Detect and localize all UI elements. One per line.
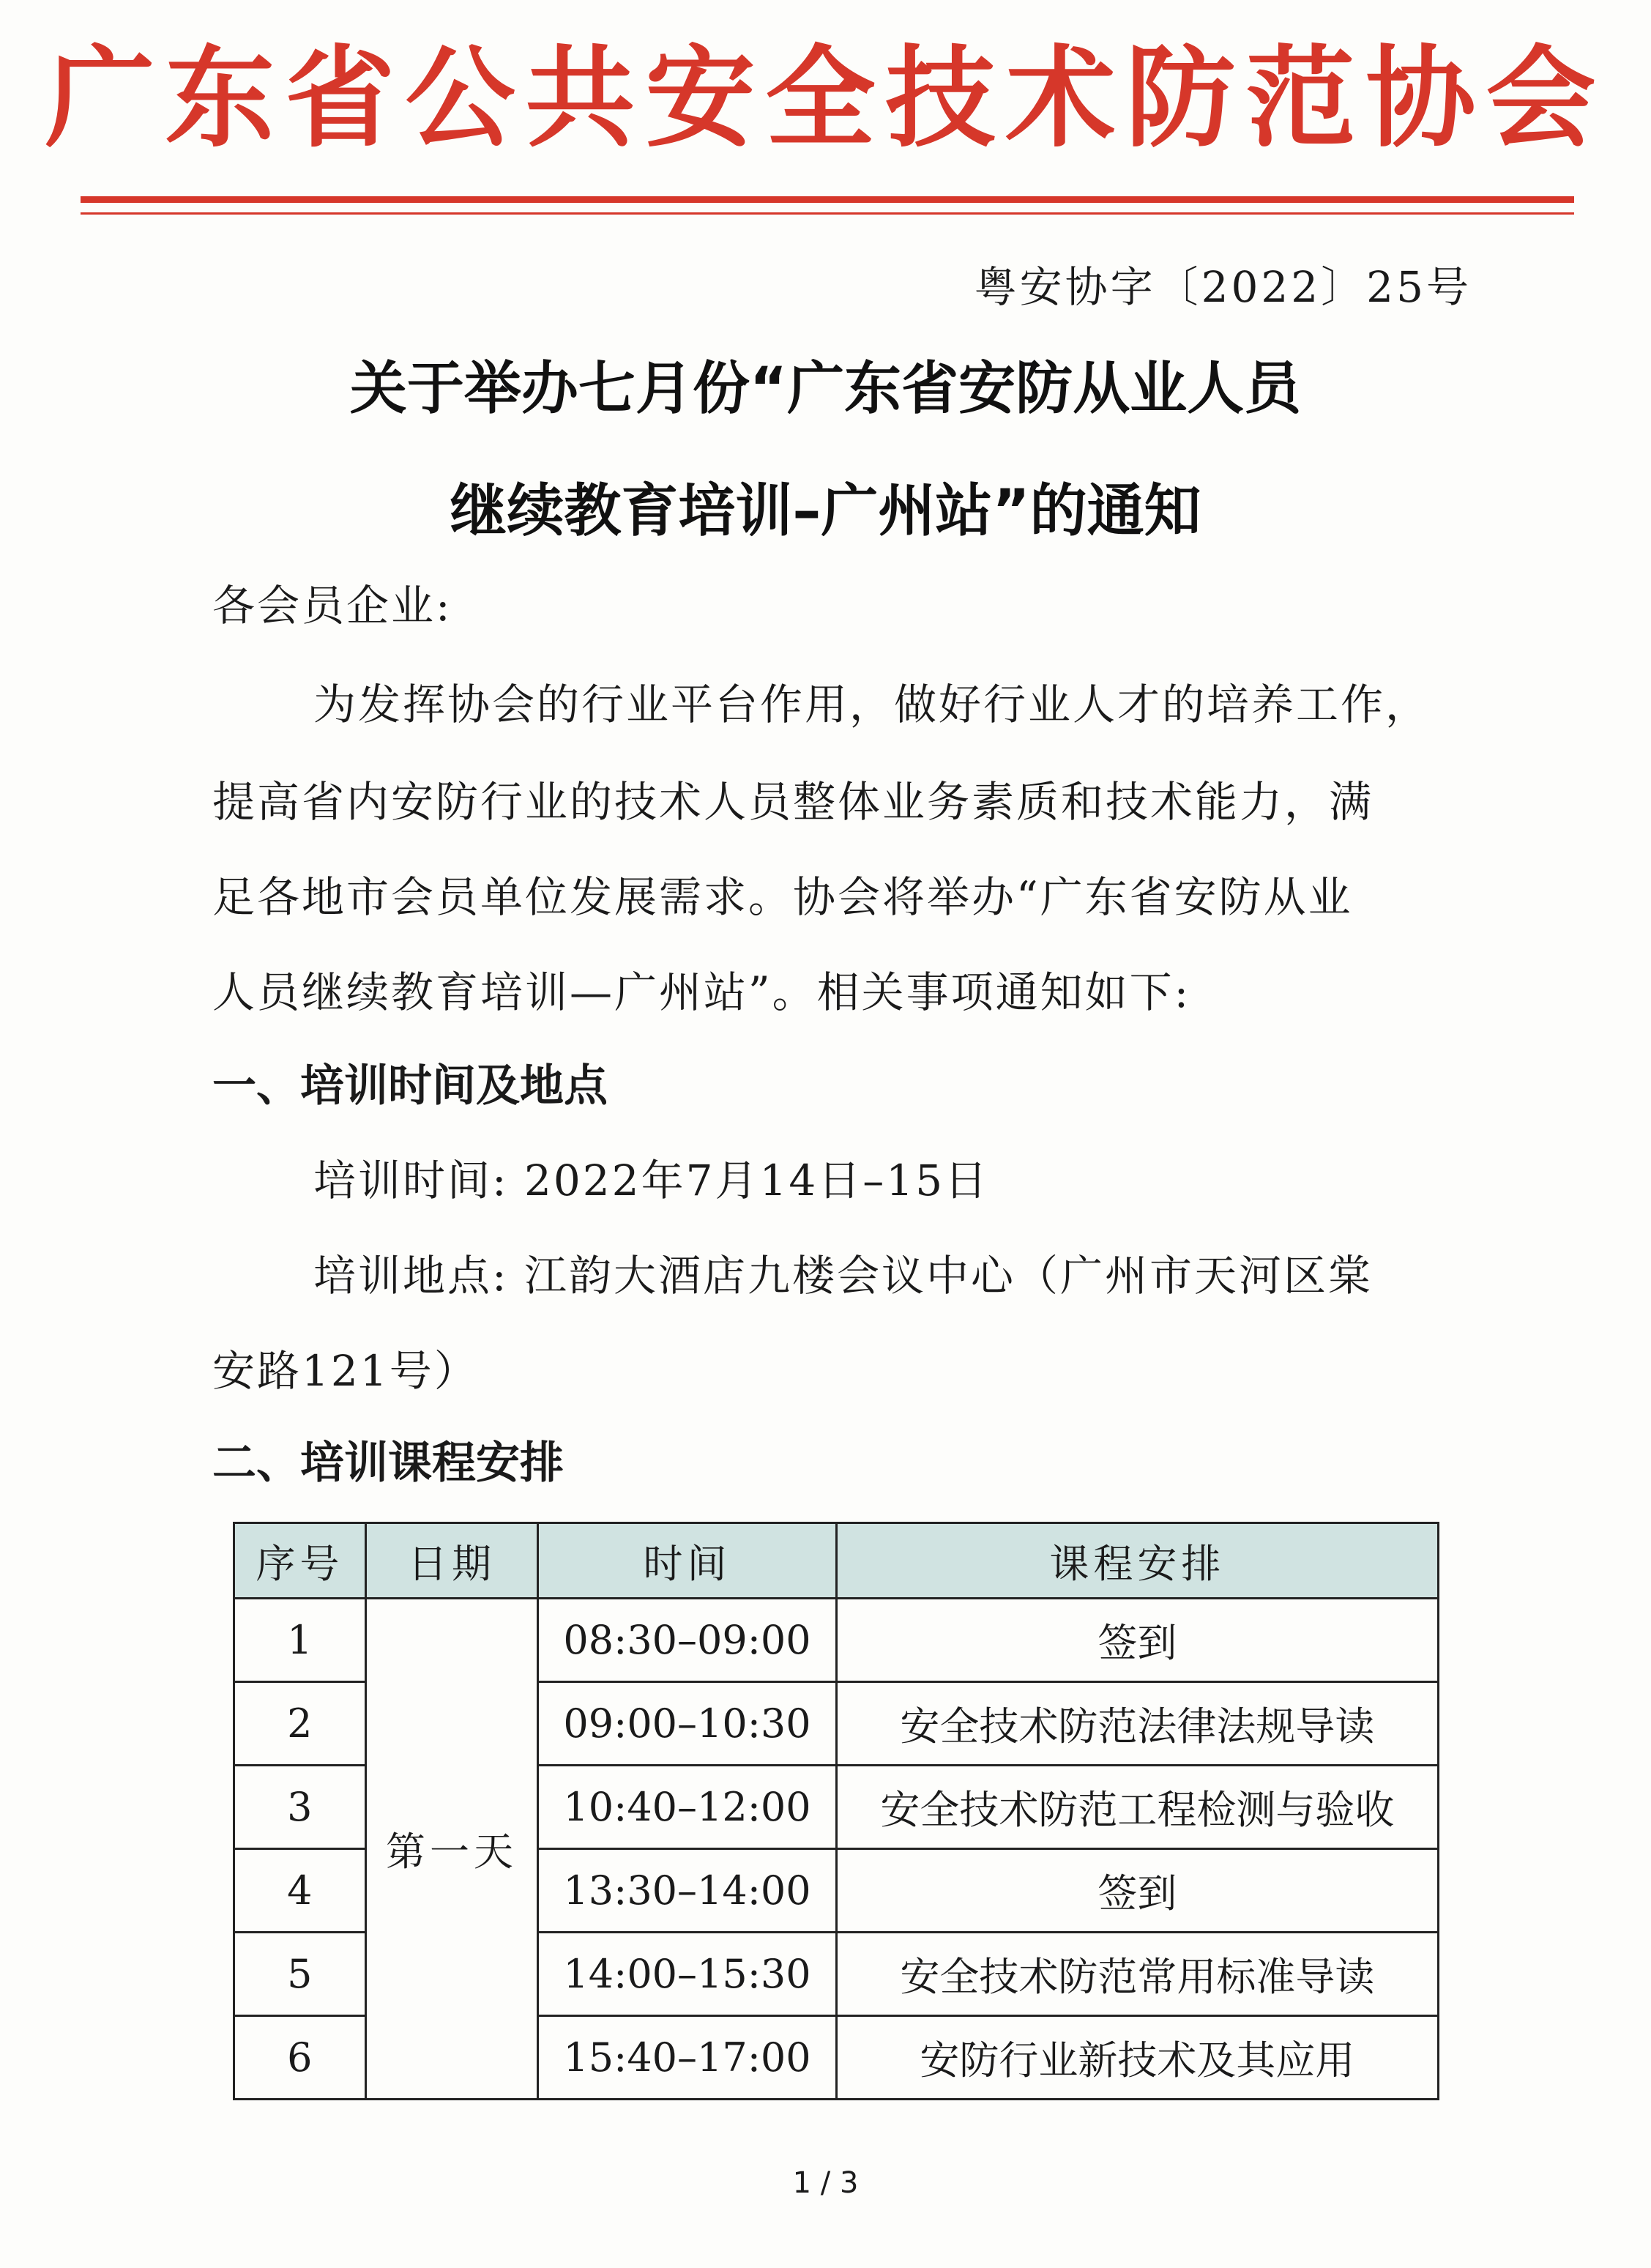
- row-course: 安全技术防范工程检测与验收: [836, 1766, 1438, 1849]
- row-course: 安全技术防范法律法规导读: [836, 1682, 1438, 1766]
- row-number: 1: [234, 1599, 366, 1682]
- training-place-line-1: 培训地点: 江韵大酒店九楼会议中心（广州市天河区棠: [313, 1251, 1373, 1301]
- row-course: 签到: [836, 1599, 1438, 1682]
- document-number: 粤安协字〔2022〕25号: [974, 262, 1472, 312]
- page-number: 1 / 3: [792, 2166, 859, 2200]
- table-header-row: [234, 1523, 1439, 1599]
- row-time: 14:00–15:30: [538, 1933, 836, 2016]
- letterhead-organization-name: 广东省公共安全技术防范协会: [45, 35, 1606, 163]
- row-time: 09:00–10:30: [538, 1682, 836, 1766]
- course-schedule-table: [233, 1522, 1439, 2100]
- header-course: 课程安排: [836, 1523, 1438, 1599]
- row-course: 安全技术防范常用标准导读: [836, 1933, 1438, 2016]
- day-cell: 第一天: [365, 1599, 538, 2100]
- row-course: 签到: [836, 1849, 1438, 1933]
- training-time: 培训时间: 2022年7月14日–15日: [313, 1156, 990, 1205]
- row-number: 6: [234, 2016, 366, 2100]
- row-number: 4: [234, 1849, 366, 1933]
- header-time: 时间: [538, 1523, 836, 1599]
- section-2-heading: 二、培训课程安排: [212, 1438, 564, 1489]
- row-time: 15:40–17:00: [538, 2016, 836, 2100]
- header-serial-number: 序号: [234, 1523, 366, 1599]
- row-time: 10:40–12:00: [538, 1766, 836, 1849]
- letterhead-red-rule-thin: [81, 212, 1574, 215]
- intro-line-2: 提高省内安防行业的技术人员整体业务素质和技术能力，满: [212, 777, 1374, 827]
- intro-line-4: 人员继续教育培训—广州站”。相关事项通知如下:: [212, 967, 1191, 1017]
- row-number: 3: [234, 1766, 366, 1849]
- row-course: 安防行业新技术及其应用: [836, 2016, 1438, 2100]
- table-row: [234, 1599, 1439, 1682]
- row-number: 5: [234, 1933, 366, 2016]
- intro-line-1: 为发挥协会的行业平台作用，做好行业人才的培养工作，: [313, 680, 1431, 729]
- row-time: 08:30–09:00: [538, 1599, 836, 1682]
- training-place-line-2: 安路121号）: [212, 1346, 479, 1396]
- letterhead-red-rule-thick: [81, 196, 1574, 203]
- intro-line-3: 足各地市会员单位发展需求。协会将举办“广东省安防从业: [212, 872, 1353, 922]
- section-1-heading: 一、培训时间及地点: [212, 1060, 608, 1112]
- header-date: 日期: [365, 1523, 538, 1599]
- row-number: 2: [234, 1682, 366, 1766]
- salutation: 各会员企业:: [212, 581, 452, 631]
- document-title-line-2: 继续教育培训–广州站”的通知: [450, 478, 1201, 544]
- document-title-line-1: 关于举办七月份“广东省安防从业人员: [349, 356, 1302, 422]
- row-time: 13:30–14:00: [538, 1849, 836, 1933]
